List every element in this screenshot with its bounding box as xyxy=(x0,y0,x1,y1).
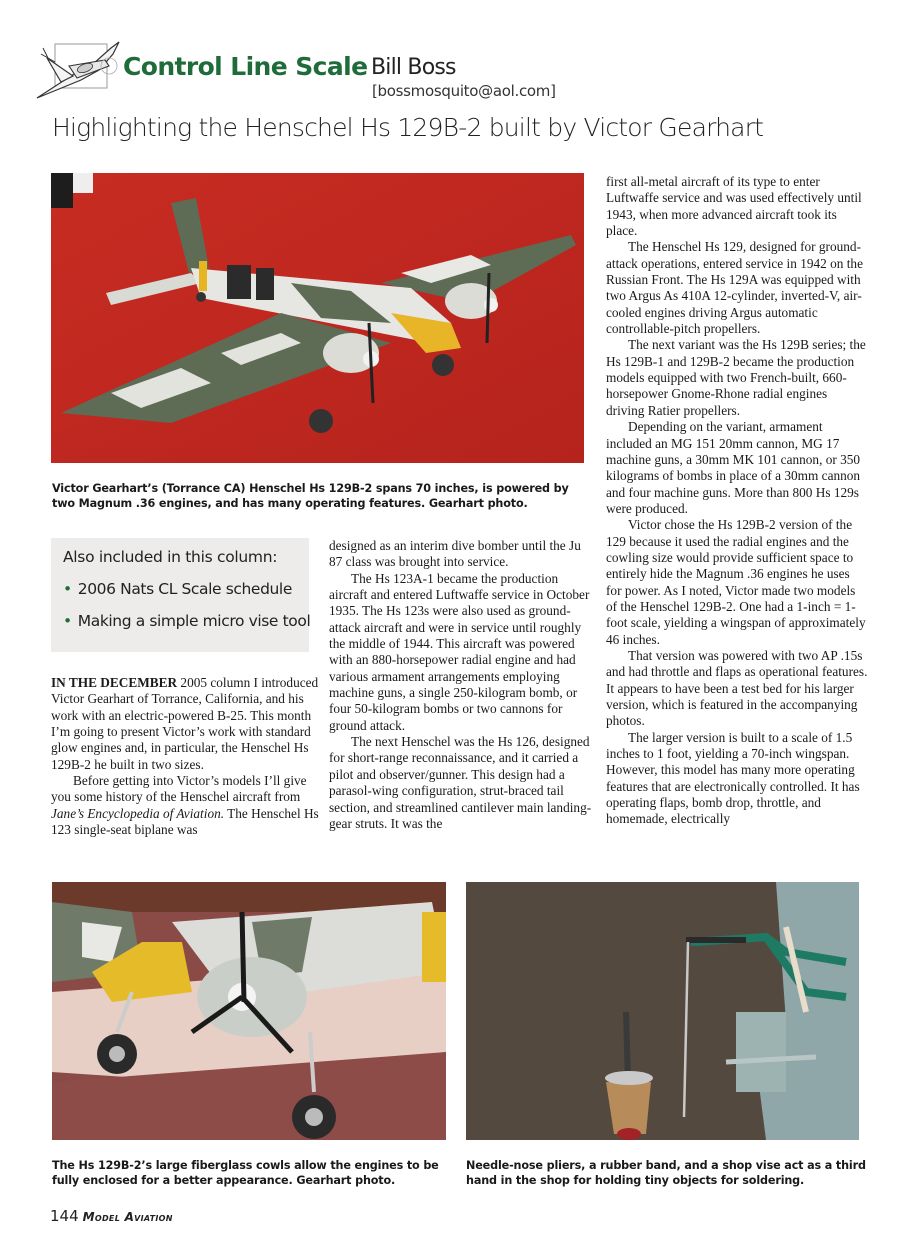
paragraph: designed as an interim dive bomber until the Ju 87 class was brought into service. xyxy=(329,538,581,570)
magazine-name: Model Aviation xyxy=(82,1210,173,1224)
paragraph: Before getting into Victor’s models I’ll give you some history of the Henschel aircraft from Jane’s Encyclopedia of Aviation. The Henschel Hs 123 single-seat biplane was xyxy=(51,773,319,838)
paragraph: IN THE DECEMBER 2005 column I introduced Victor Gearhart of Torrance, California, and his work with an electric-powered B-25. This month I’m going to present Victor’s work with standard glow engines and, in particular, the Henschel Hs 129B-2 he built in two sizes. xyxy=(51,675,319,772)
also-included-title: Also included in this column: xyxy=(63,548,278,566)
article-headline: Highlighting the Henschel Hs 129B-2 built by Victor Gearhart xyxy=(52,113,764,142)
paragraph: The larger version is built to a scale of 1.5 inches to 1 foot, yielding a 70-inch wingspan. However, this model has many more operating features that are electronically controlled. It has operating flaps, bomb drop, throttle, and homemade, electrically xyxy=(606,729,860,827)
photo-hs129-cowls xyxy=(52,882,446,1140)
author-name: Bill Boss xyxy=(371,55,456,80)
photo-micro-vise-tool xyxy=(466,882,859,1140)
column-logo xyxy=(33,36,123,104)
bullet-icon: • xyxy=(63,612,72,630)
also-included-item: • Making a simple micro vise tool xyxy=(63,612,311,630)
article-column-1 xyxy=(51,675,323,838)
paragraph: Depending on the variant, armament included an MG 151 20mm cannon, MG 17 machine guns, a 30mm MK 101 cannon, or 350 kilograms of bombs in place of a 30mm cannon and four machine guns. More than 800 Hs 129s were produced. xyxy=(606,419,861,516)
paragraph: first all-metal aircraft of its type to enter Luftwaffe service and was used effectively until 1943, when more advanced aircraft took its place. xyxy=(606,174,862,239)
bullet-icon: • xyxy=(63,580,72,598)
photo-caption-bottom-left: The Hs 129B-2’s large fiberglass cowls allow the engines to be fully enclosed for a better appearance. Gearhart photo. xyxy=(52,1159,439,1187)
author-email: [bossmosquito@aol.com] xyxy=(372,82,556,100)
also-included-item: • 2006 Nats CL Scale schedule xyxy=(63,580,292,598)
also-included-box xyxy=(51,538,309,652)
lead-in: IN THE DECEMBER xyxy=(51,675,178,690)
column-title: Control Line Scale xyxy=(123,52,368,81)
photo-caption-top: Victor Gearhart’s (Torrance CA) Henschel Hs 129B-2 spans 70 inches, is powered by two Magnum .36 engines, and has many operating features. Gearhart photo. xyxy=(52,482,569,510)
article-column-2 xyxy=(329,538,597,832)
airplane-sketch-icon xyxy=(33,36,123,104)
paragraph: That version was powered with two AP .15s and had throttle and flaps as operational features. It appears to have been a test bed for his larger version, which is featured in the accompanying photos. xyxy=(606,647,868,729)
page-folio xyxy=(50,1207,173,1225)
paragraph: Victor chose the Hs 129B-2 version of the 129 because it used the radial engines and the cowling size would provide sufficient space to entirely hide the Magnum .36 engines he uses for power. As I noted, Victor made two models of the Henschel 129B-2. One had a 1-inch = 1-foot scale, yielding a wingspan of approximately 46 inches. xyxy=(606,517,866,647)
article-column-3 xyxy=(606,174,868,828)
paragraph: The Henschel Hs 129, designed for ground-attack operations, entered service in 1942 on the Russian Front. The Hs 129A was equipped with two Argus As 410A 12-cylinder, inverted-V, air-cooled engines driving Argus automatic controllable-pitch propellers. xyxy=(606,239,863,337)
book-title: Jane’s Encyclopedia of Aviation. xyxy=(51,805,225,821)
page-number: 144 xyxy=(50,1207,79,1225)
paragraph: The next Henschel was the Hs 126, designed for short-range reconnaissance, and it carried a pilot and observer/gunner. This design had a parasol-wing configuration, strut-braced tail section, and streamlined cantilever main landing-gear struts. It was the xyxy=(329,734,592,831)
paragraph: The next variant was the Hs 129B series; the Hs 129B-1 and 129B-2 became the production models equipped with two French-built, 660-horsepower Gnome-Rhone radial engines driving Ratier propellers. xyxy=(606,337,866,418)
photo-hs129-overview xyxy=(51,173,584,463)
photo-caption-bottom-right: Needle-nose pliers, a rubber band, and a shop vise act as a third hand in the shop for holding tiny objects for soldering. xyxy=(466,1159,866,1187)
paragraph: The Hs 123A-1 became the production aircraft and entered Luftwaffe service in October 1935. The Hs 123s were also used as ground-attack aircraft and were in service until roughly the middle of 1944. This aircraft was powered with an 880-horsepower radial engine and had various armament arrangements employing machine guns, a single 250-kilogram bomb, or four 50-kilogram bombs or two cannons for ground attack. xyxy=(329,570,590,733)
